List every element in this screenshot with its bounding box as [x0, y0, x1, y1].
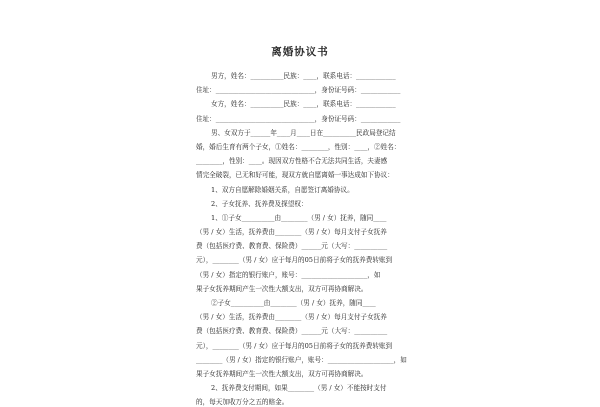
clause-2-heading: 2、子女抚养、抚养费及探望权：: [211, 199, 308, 208]
child-2-line-5: ________（男 / 女）指定的银行账户，账号：____________________，如: [196, 355, 407, 364]
child-1-line-3: 费（包括医疗费、教育费、保险费）______元（大写：__________: [196, 242, 388, 251]
child-1-line-4: 元），________（男 / 女）应于每月的05日前将子女的抚养费转账到: [196, 256, 393, 265]
child-1-line-2: （男 / 女）生活，抚养费由________（男 / 女）每月支付子女抚养: [196, 228, 387, 237]
child-2-line-1: ②子女__________由________（男 / 女）抚养，随同____: [211, 299, 376, 307]
husband-name-line: 男方，姓名：__________民族：____，联系电话：____________: [211, 72, 396, 80]
child-2-line-4: 元），________（男 / 女）应于每月的05日前将子女的抚养费转账到: [196, 341, 393, 350]
marriage-intro-line-3: ________，性别：____。现因双方性格不合无法共同生活，夫妻感: [196, 157, 388, 166]
child-1-line-5: （男 / 女）指定的银行账户，账号：____________________，如: [196, 270, 381, 279]
child-2-line-2: （男 / 女）生活，抚养费由________（男 / 女）每月支付子女抚养: [196, 313, 387, 322]
wife-address-line: 住址：______________________________，身份证号码：____________: [196, 114, 401, 123]
child-2-line-6: 果子女抚养期间产生一次性大额支出，双方可再协商解决。: [196, 369, 368, 378]
marriage-intro-line-4: 情完全破裂，已无和好可能，现双方就自愿离婚一事达成如下协议：: [196, 171, 394, 180]
clause-1: 1、双方自愿解除婚姻关系，自愿签订离婚协议。: [211, 185, 354, 194]
document-title: 离婚协议书: [271, 46, 329, 58]
support-payment-line-2: 的，每天加收万分之五的赔金。: [196, 398, 289, 407]
husband-address-line: 住址：______________________________，身份证号码：____________: [196, 86, 401, 95]
wife-name-line: 女方，姓名：__________民族：____，联系电话：____________: [211, 100, 396, 109]
marriage-intro-line-2: 婚，婚后生育有两个子女，①姓名：________，性别：____，②姓名：: [196, 142, 401, 151]
support-payment-line-1: 2、抚养费支付期间，如果________（男 / 女）不能按时支付: [211, 384, 387, 393]
child-1-line-6: 果子女抚养期间产生一次性大额支出，双方可再协商解决。: [196, 284, 368, 293]
child-1-line-1: 1、①子女__________由________（男 / 女）抚养，随同____: [211, 213, 387, 222]
marriage-intro-line-1: 男、女双方于______年____月____日在__________民政局登记结: [211, 128, 396, 137]
child-2-line-3: 费（包括医疗费、教育费、保险费）______元（大写：__________: [196, 327, 388, 336]
